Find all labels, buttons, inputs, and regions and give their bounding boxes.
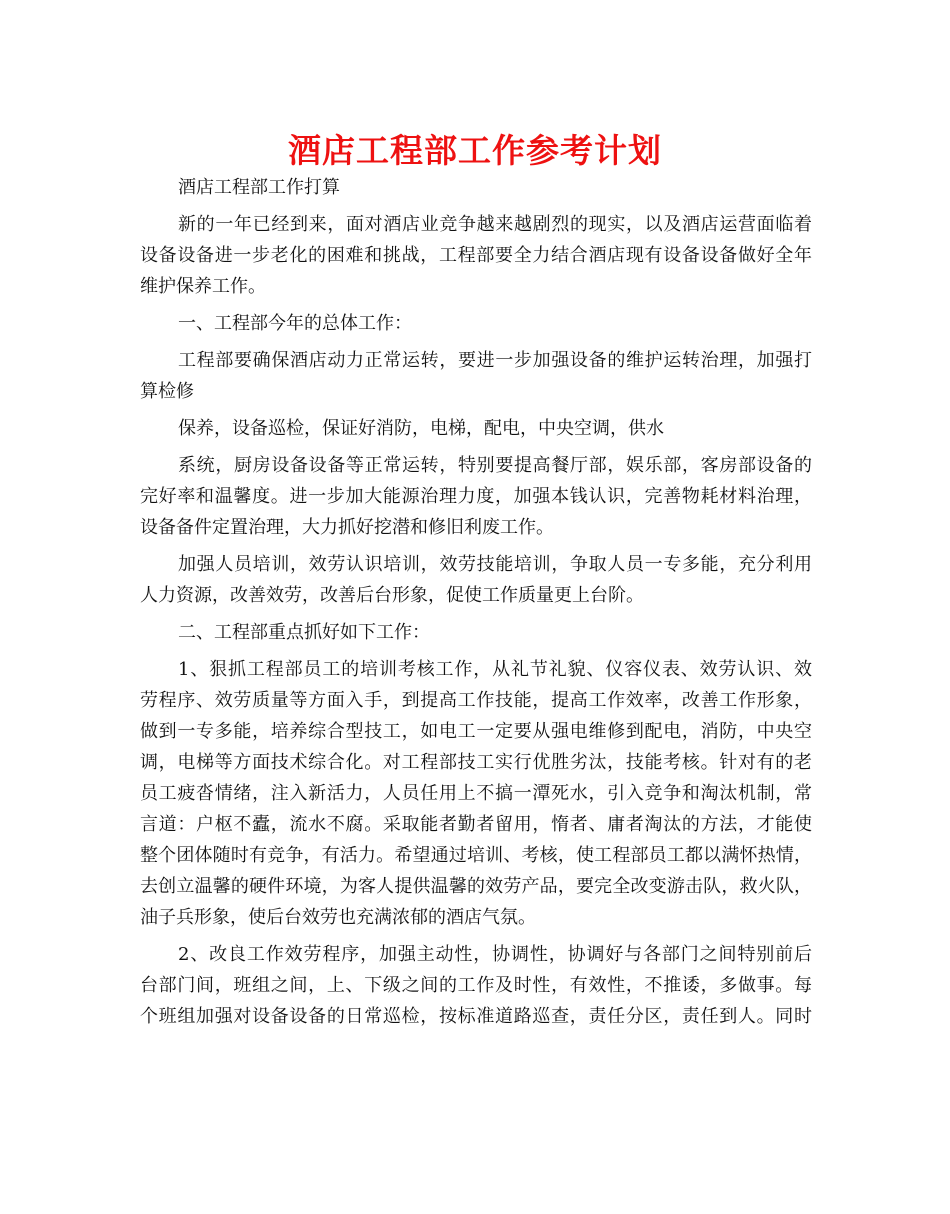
paragraph-line: 劳程序、效劳质量等方面入手，到提高工作技能，提高工作效率，改善工作形象， <box>140 690 812 711</box>
paragraph-line: 2、改良工作效劳程序，加强主动性，协调性，协调好与各部门之间特别前后 <box>178 944 812 965</box>
paragraph-line: 设备设备进一步老化的困难和挑战，工程部要全力结合酒店现有设备设备做好全年 <box>140 245 812 266</box>
paragraph-line: 去创立温馨的硬件环境，为客人提供温馨的效劳产品，要完全改变游击队，救火队， <box>140 876 812 897</box>
paragraph-line: 设备备件定置治理，大力抓好挖潜和修旧利废工作。 <box>140 517 554 538</box>
paragraph-line: 言道：户枢不蠹，流水不腐。采取能者勤者留用，惰者、庸者淘汰的方法，才能使 <box>140 814 812 835</box>
paragraph-line: 1、狠抓工程部员工的培训考核工作，从礼节礼貌、仪容仪表、效劳认识、效 <box>178 659 812 680</box>
paragraph-line: 做到一专多能，培养综合型技工，如电工一定要从强电维修到配电，消防，中央空 <box>140 721 812 742</box>
paragraph-line: 油子兵形象，使后台效劳也充满浓郁的酒店气氛。 <box>140 907 536 928</box>
paragraph-line: 员工疲沓情绪，注入新活力，人员任用上不搞一潭死水，引入竞争和淘汰机制，常 <box>140 783 812 804</box>
paragraph-line: 完好率和温馨度。进一步加大能源治理力度，加强本钱认识，完善物耗材料治理， <box>140 486 812 507</box>
paragraph-line: 维护保养工作。 <box>140 276 266 297</box>
paragraph-line: 个班组加强对设备设备的日常巡检，按标准道路巡查，责任分区，责任到人。同时 <box>140 1006 812 1027</box>
paragraph-line: 算检修 <box>140 381 194 402</box>
paragraph-line: 人力资源，改善效劳，改善后台形象，促使工作质量更上台阶。 <box>140 585 644 606</box>
document-body <box>140 172 812 1032</box>
paragraph-line: 保养，设备巡检，保证好消防，电梯，配电，中央空调，供水 <box>178 418 664 439</box>
paragraph-line: 调，电梯等方面技术综合化。对工程部技工实行优胜劣汰，技能考核。针对有的老 <box>140 752 812 773</box>
paragraph-line: 加强人员培训，效劳认识培训，效劳技能培训，争取人员一专多能，充分利用 <box>178 554 812 575</box>
paragraph-line: 系统，厨房设备设备等正常运转，特别要提高餐厅部，娱乐部，客房部设备的 <box>178 455 812 476</box>
section-heading: 二、工程部重点抓好如下工作： <box>178 622 430 643</box>
paragraph-line: 工程部要确保酒店动力正常运转，要进一步加强设备的维护运转治理，加强打 <box>178 350 812 371</box>
paragraph-line: 台部门间，班组之间，上、下级之间的工作及时性，有效性，不推诿，多做事。每 <box>140 975 812 996</box>
section-heading: 一、工程部今年的总体工作： <box>178 313 412 334</box>
paragraph-line: 酒店工程部工作打算 <box>178 177 340 198</box>
paragraph-line: 新的一年已经到来，面对酒店业竞争越来越剧烈的现实，以及酒店运营面临着 <box>178 214 812 235</box>
document-title: 酒店工程部工作参考计划 <box>288 131 662 170</box>
paragraph-line: 整个团体随时有竞争，有活力。希望通过培训、考核，使工程部员工都以满怀热情， <box>140 845 812 866</box>
